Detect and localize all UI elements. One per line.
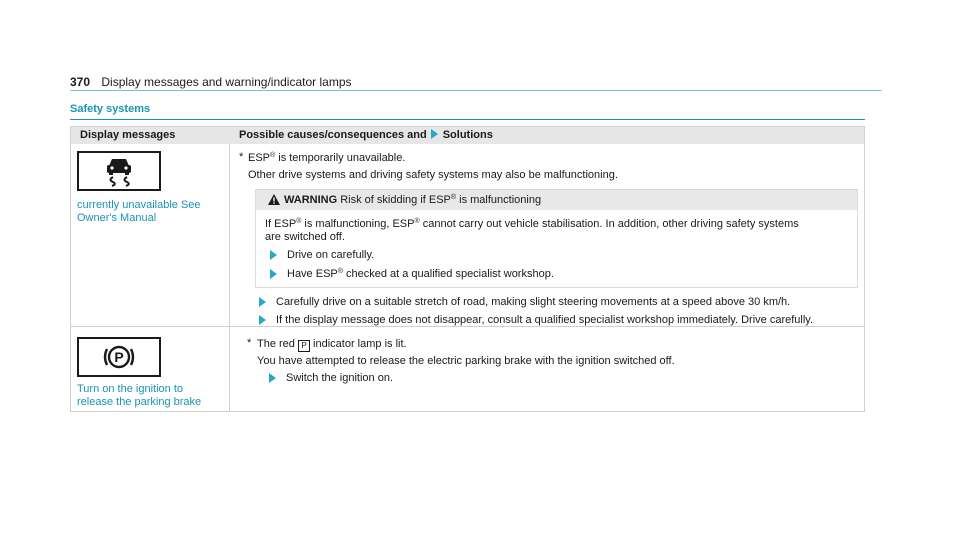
column-divider [229, 144, 230, 411]
warning-header: WARNING Risk of skidding if ESP® is malfunctioning [256, 190, 857, 210]
asterisk: * [239, 151, 244, 163]
display-message-esp: currently unavailable See Owner's Manual [77, 199, 201, 224]
bullet-arrow-icon [259, 297, 266, 307]
messages-table [70, 126, 865, 412]
skidding-car-icon [77, 151, 161, 191]
page-number: 370 [70, 75, 91, 89]
section-divider [70, 119, 865, 120]
header-divider [70, 90, 882, 91]
parking-solution-step: Switch the ignition on. [286, 372, 394, 384]
parking-indicator-icon: P [298, 340, 310, 352]
col-header-solutions: Possible causes/consequences and Solutions [239, 129, 493, 141]
parking-lamp-text: The red P indicator lamp is lit. [257, 338, 407, 350]
col-header-display-messages: Display messages [80, 129, 176, 141]
esp-status-text: ESP® is temporarily unavailable. [248, 152, 406, 164]
warning-triangle-icon [268, 194, 280, 205]
bullet-arrow-icon [269, 373, 276, 383]
asterisk: * [247, 337, 252, 349]
warning-step-1: Drive on carefully. [287, 249, 375, 261]
bullet-arrow-icon [270, 250, 277, 260]
bullet-arrow-icon [270, 269, 277, 279]
page-header [70, 75, 352, 89]
parking-brake-icon [77, 337, 161, 377]
warning-body-line2: are switched off. [265, 231, 345, 243]
warning-label: WARNING [284, 194, 338, 206]
display-message-parking-brake: Turn on the ignition to release the parking brake [77, 383, 202, 408]
other-systems-text: Other drive systems and driving safety systems may also be malfunctioning. [248, 169, 618, 181]
warning-body: If ESP® is malfunctioning, ESP® cannot carry out vehicle stabilisation. In addition, other driving safety systems [265, 218, 799, 230]
table-header [71, 127, 864, 144]
bullet-arrow-icon [259, 315, 266, 325]
parking-brake-letter: P [114, 349, 124, 365]
solution-step-1: Carefully drive on a suitable stretch of road, making slight steering movements at a speed above 30 km/h. [276, 296, 791, 308]
parking-cause-text: You have attempted to release the electric parking brake with the ignition switched off. [257, 355, 675, 367]
section-title: Safety systems [70, 103, 151, 115]
warning-box [255, 189, 858, 288]
page-header-title: Display messages and warning/indicator lamps [101, 75, 352, 89]
solution-step-2: If the display message does not disappear, consult a qualified specialist workshop immediately. Drive carefully. [276, 314, 814, 326]
warning-step-2: Have ESP® checked at a qualified specialist workshop. [287, 268, 554, 280]
arrow-icon [431, 129, 438, 139]
